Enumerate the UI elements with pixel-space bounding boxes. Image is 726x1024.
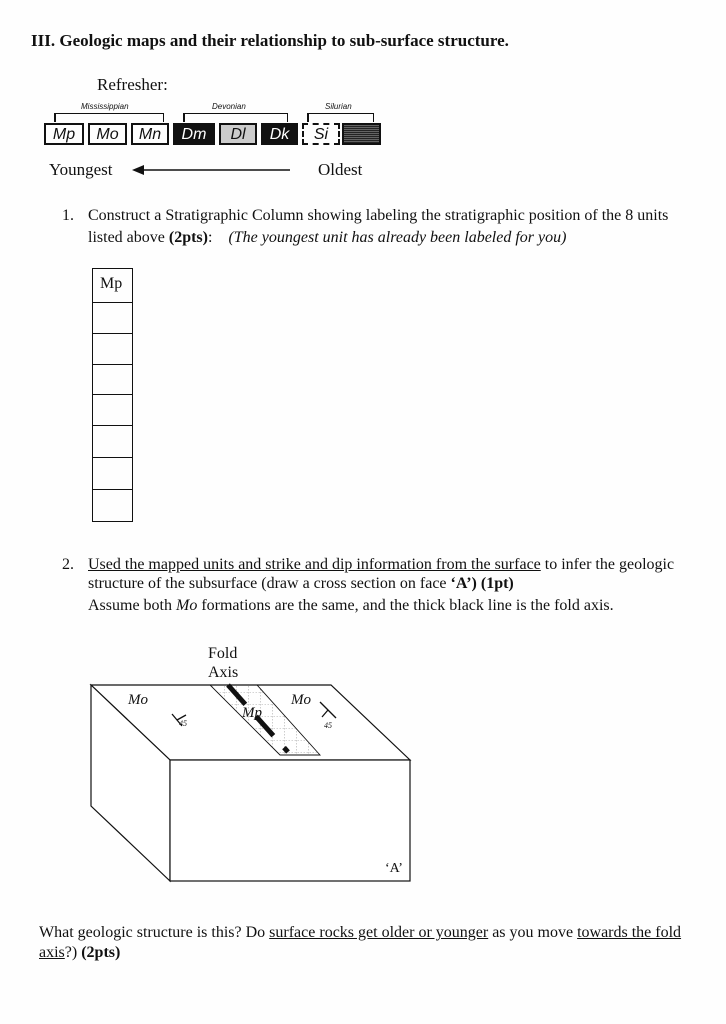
mo-label-left: Mo [128, 692, 148, 708]
q2-underlined: Used the mapped units and strike and dip information from the surface [88, 556, 541, 573]
bracket-devonian [183, 113, 288, 120]
youngest-label: Youngest [49, 160, 113, 179]
q2-text-c2: formations are the same, and the thick black line is the fold axis. [197, 597, 614, 614]
q2-text-line3 [88, 596, 614, 616]
refresher-label: Refresher: [97, 75, 168, 94]
strat-cell-4[interactable] [92, 365, 133, 395]
q2-number: 2. [62, 556, 74, 573]
unit-box-mo: Mo [88, 123, 127, 145]
strat-cell-1 [92, 270, 133, 303]
q3-u3: axis [39, 944, 65, 961]
fold-axis-line2: Axis [208, 664, 239, 681]
q3-text-line2 [39, 943, 120, 963]
mp-label: Mp [242, 705, 262, 721]
fold-axis-label [208, 644, 238, 682]
section-heading: III. Geologic maps and their relationship to sub-surface structure. [31, 31, 509, 50]
q3-text-b: as you move [488, 924, 578, 941]
q2-face: ‘A’) (1pt) [450, 575, 514, 592]
q2-text-line2 [88, 574, 514, 594]
q2-mo: Mo [176, 597, 198, 614]
dip-value-right: 45 [324, 721, 332, 730]
q3-u2: towards the fold [577, 924, 682, 941]
q3-text-line1 [39, 923, 681, 943]
strat-cell-2[interactable] [92, 303, 133, 334]
strat-cell-5[interactable] [92, 395, 133, 426]
q1-text-line1: Construct a Stratigraphic Column showing labeling the stratigraphic position of the 8 units [88, 207, 669, 224]
q2-text-line1 [88, 555, 674, 575]
strat-column-top-label: Mp [100, 275, 123, 292]
q3-text-c: ?) [64, 944, 82, 961]
strat-cell-6[interactable] [92, 426, 133, 458]
unit-box-stippled [342, 123, 381, 145]
q3-text-a: What geologic structure is this? Do [39, 924, 270, 941]
unit-box-dl: Dl [219, 123, 257, 145]
q3-points: (2pts) [81, 944, 121, 961]
q2-text-c1: Assume both [88, 597, 176, 614]
q1-points: (2pts) [168, 229, 208, 246]
fold-axis-line1: Fold [208, 645, 238, 662]
unit-box-dk: Dk [261, 123, 298, 145]
period-label-devonian: Devonian [212, 102, 246, 111]
q1-number: 1. [62, 207, 74, 224]
oldest-label: Oldest [318, 160, 363, 179]
q1-listed: listed above [88, 229, 169, 246]
face-a-label: ‘A’ [385, 861, 403, 876]
block-front-face-a[interactable] [170, 760, 410, 881]
age-arrow [132, 163, 292, 177]
period-label-mississippian: Mississippian [81, 102, 129, 111]
q1-note: (The youngest unit has already been labeled for you) [228, 229, 567, 246]
period-label-silurian: Silurian [325, 102, 352, 111]
q1-text-line2 [88, 228, 566, 248]
q2-text-a: to infer the geologic [540, 556, 675, 573]
q2-text-b: structure of the subsurface (draw a cross section on face [88, 575, 451, 592]
strat-cell-3[interactable] [92, 334, 133, 365]
dip-value-left: 45 [179, 719, 187, 728]
q1-colon: : [207, 229, 213, 246]
q3-u1: surface rocks get older or younger [269, 924, 489, 941]
mo-label-right: Mo [291, 692, 311, 708]
unit-box-dm: Dm [173, 123, 215, 145]
strat-cell-7[interactable] [92, 458, 133, 490]
unit-box-mp: Mp [44, 123, 84, 145]
bracket-silurian [307, 113, 374, 120]
unit-box-si: Si [302, 123, 340, 145]
unit-box-mn: Mn [131, 123, 169, 145]
bracket-mississippian [54, 113, 164, 120]
